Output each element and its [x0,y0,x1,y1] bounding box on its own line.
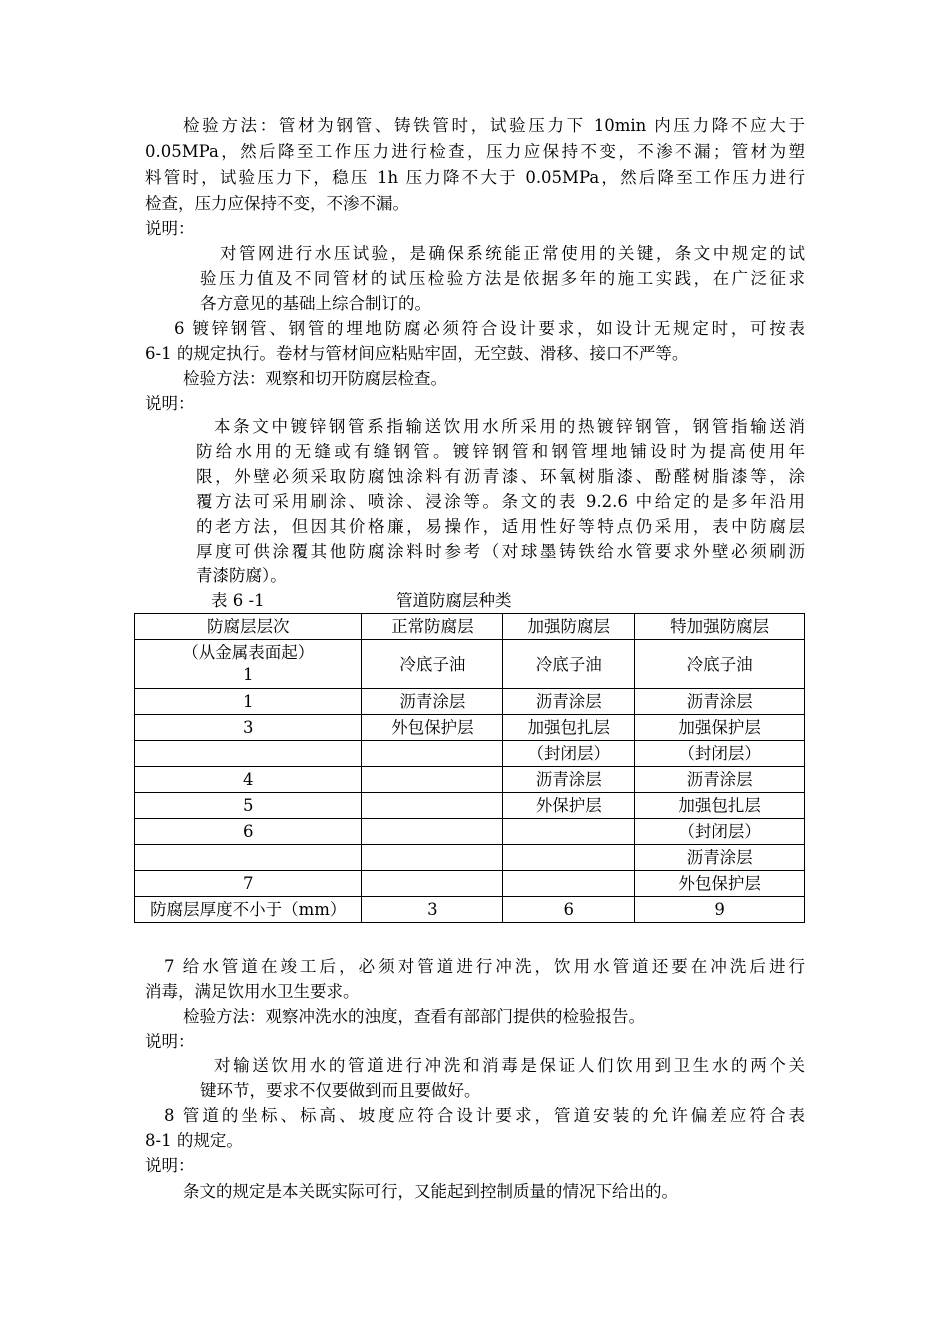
table-header-cell: 加强防腐层 [503,614,635,640]
anticorrosion-table [134,613,805,923]
item7-line-2: 消毒，满足饮用水卫生要求。 [145,982,360,1001]
table-cell: 5 [135,793,362,819]
table-cell: （封闭层） [635,741,805,767]
table-row [135,741,805,767]
table-cell [362,793,503,819]
item7-method: 检验方法：观察冲洗水的浊度，查看有部部门提供的检验报告。 [183,1007,645,1026]
para1-line-1: 检验方法：管材为钢管、铸铁管时，试验压力下 10min 内压力降不应大于 [183,116,805,135]
table-cell: 9 [635,897,805,923]
table-cell: 3 [135,715,362,741]
table-row [135,871,805,897]
table-cell [135,741,362,767]
note3-line-1: 对输送饮用水的管道进行冲洗和消毒是保证人们饮用到卫生水的两个关 [214,1056,805,1075]
table-number: 表 6 -1 [211,591,265,610]
note1-line-1: 对管网进行水压试验，是确保系统能正常使用的关键，条文中规定的试 [220,244,805,263]
item8-line-2: 8-1 的规定。 [145,1131,243,1150]
note4-text: 条文的规定是本关既实际可行，又能起到控制质量的情况下给出的。 [183,1182,678,1201]
table-cell: 沥青涂层 [635,767,805,793]
note2-line-7: 青漆防腐）。 [196,566,287,585]
table-header-row [135,614,805,640]
table-row [135,793,805,819]
table-cell: 7 [135,871,362,897]
table-cell: 1 [135,689,362,715]
table-cell: 沥青涂层 [635,845,805,871]
table-cell [362,767,503,793]
table-cell: 加强包扎层 [635,793,805,819]
table-cell [362,741,503,767]
item6-line-1: 6 镀锌钢管、钢管的埋地防腐必须符合设计要求，如设计无规定时，可按表 [174,319,805,338]
item7-line-1: 7 给水管道在竣工后，必须对管道进行冲洗，饮用水管道还要在冲洗后进行 [164,957,805,976]
table-cell [135,845,362,871]
table-cell: 3 [362,897,503,923]
table-cell: 6 [503,897,635,923]
table-cell [362,845,503,871]
table-header-cell: 正常防腐层 [362,614,503,640]
table-cell [503,819,635,845]
table-row [135,715,805,741]
table-cell: 冷底子油 [503,640,635,689]
table-cell [503,845,635,871]
table-row [135,845,805,871]
item6-line-2: 6-1 的规定执行。卷材与管材间应粘贴牢固，无空鼓、滑移、接口不严等。 [145,344,689,363]
table-row [135,819,805,845]
table-cell: 沥青涂层 [635,689,805,715]
table-row [135,640,805,689]
note2-line-6: 厚度可供涂覆其他防腐涂料时参考（对球墨铸铁给水管要求外壁必须刷沥 [196,542,805,561]
table-cell [503,871,635,897]
table-cell [135,640,362,689]
table-cell: 沥青涂层 [362,689,503,715]
table-cell: 外包保护层 [362,715,503,741]
note-label: 说明： [145,1032,195,1051]
table-cell [362,819,503,845]
table-cell: （封闭层） [503,741,635,767]
table-header-cell: 特加强防腐层 [635,614,805,640]
para1-line-2: 0.05MPa，然后降至工作压力进行检查，压力应保持不变，不渗不漏；管材为塑 [145,142,805,161]
note-label: 说明： [145,219,195,238]
table-cell: 防腐层厚度不小于（mm） [135,897,362,923]
table-cell: 外保护层 [503,793,635,819]
table-cell: 加强保护层 [635,715,805,741]
note3-line-2: 键环节，要求不仅要做到而且要做好。 [200,1081,481,1100]
table-row [135,897,805,923]
table-header-cell: 防腐层层次 [135,614,362,640]
note2-line-5: 的老方法，但因其价格廉，易操作，适用性好等特点仍采用，表中防腐层 [196,517,805,536]
table-cell: 冷底子油 [635,640,805,689]
table-cell: 4 [135,767,362,793]
table-cell: 外包保护层 [635,871,805,897]
note1-line-2: 验压力值及不同管材的试压检验方法是依据多年的施工实践，在广泛征求 [200,269,805,288]
table-cell: 6 [135,819,362,845]
table-title: 管道防腐层种类 [396,591,512,610]
para1-line-3: 料管时，试验压力下，稳压 1h 压力降不大于 0.05MPa，然后降至工作压力进行 [145,168,805,187]
note2-line-3: 限，外壁必须采取防腐蚀涂料有沥青漆、环氧树脂漆、酚醛树脂漆等，涂 [196,467,805,486]
note2-line-2: 防给水用的无缝或有缝钢管。镀锌钢管和钢管埋地铺设时为提高使用年 [196,442,805,461]
table-cell [362,871,503,897]
note-label: 说明： [145,394,195,413]
note2-line-4: 覆方法可采用刷涂、喷涂、浸涂等。条文的表 9.2.6 中给定的是多年沿用 [196,492,805,511]
table-cell: 沥青涂层 [503,767,635,793]
item8-line-1: 8 管道的坐标、标高、坡度应符合设计要求，管道安装的允许偏差应符合表 [164,1106,805,1125]
table-row [135,767,805,793]
note-label: 说明： [145,1156,195,1175]
table-cell-line: （从金属表面起） [182,643,315,662]
table-cell-line: 1 [242,665,254,684]
item6-method: 检验方法：观察和切开防腐层检查。 [183,369,447,388]
note1-line-3: 各方意见的基础上综合制订的。 [200,294,431,313]
table-cell: 加强包扎层 [503,715,635,741]
table-cell: （封闭层） [635,819,805,845]
table-cell: 沥青涂层 [503,689,635,715]
table-row [135,689,805,715]
para1-line-4: 检查，压力应保持不变，不渗不漏。 [145,194,409,213]
note2-line-1: 本条文中镀锌钢管系指输送饮用水所采用的热镀锌钢管，钢管指输送消 [214,417,805,436]
table-cell: 冷底子油 [362,640,503,689]
